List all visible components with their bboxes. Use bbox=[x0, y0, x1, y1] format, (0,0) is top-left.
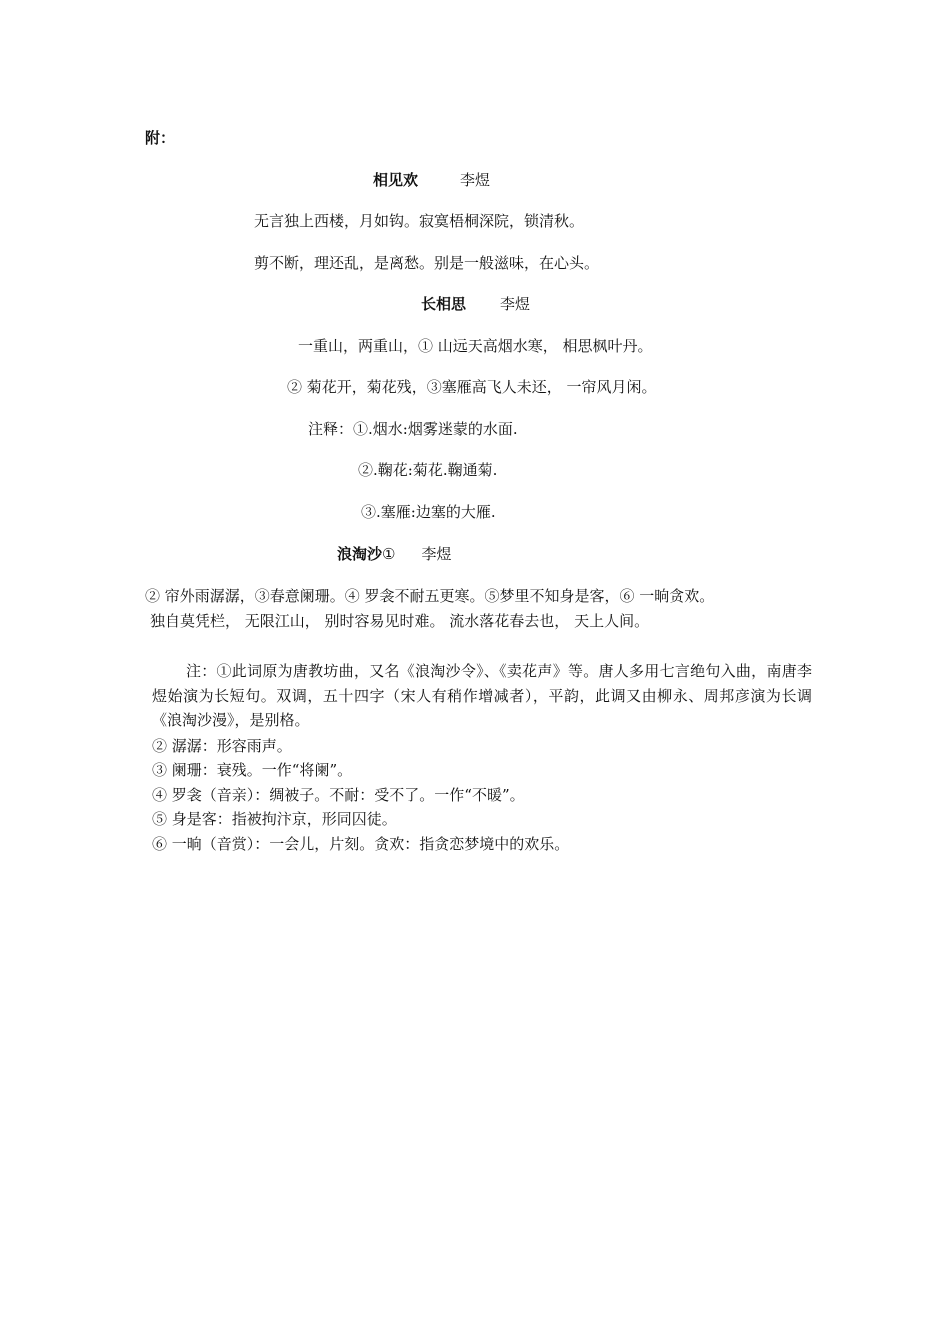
poem1-line-2: 剪不断，理还乱，是离愁。别是一般滋味，在心头。 bbox=[254, 254, 600, 272]
poem2-heading bbox=[421, 294, 530, 314]
poem2-note-1: 注释：①.烟水:烟雾迷蒙的水面. bbox=[308, 420, 518, 438]
poem3-line-1: ② 帘外雨潺潺，③春意阑珊。④ 罗衾不耐五更寒。⑤梦里不知身是客，⑥ 一晌贪欢。 bbox=[145, 587, 715, 605]
poem1-heading bbox=[373, 170, 490, 190]
poem3-heading bbox=[337, 544, 451, 564]
poem3-note-2: ② 潺潺：形容雨声。 bbox=[152, 737, 292, 755]
poem3-note-4: ④ 罗衾（音亲）：绸被子。不耐：受不了。一作“不暖”。 bbox=[152, 786, 525, 804]
poem3-title: 浪淘沙 bbox=[337, 545, 383, 563]
poem1-author: 李煜 bbox=[460, 171, 491, 189]
poem3-note-6: ⑥ 一晌（音赏）：一会儿，片刻。贪欢：指贪恋梦境中的欢乐。 bbox=[152, 835, 570, 853]
poem3-note-3: ③ 阑珊：衰残。一作“将阑”。 bbox=[152, 761, 353, 779]
poem3-title-mark: ① bbox=[382, 545, 396, 563]
poem3-line-2: 独自莫凭栏， 无限江山， 别时容易见时难。 流水落花春去也， 天上人间。 bbox=[150, 612, 650, 630]
poem1-title: 相见欢 bbox=[373, 171, 419, 189]
poem3-note-paragraph: 注：①此词原为唐教坊曲，又名《浪淘沙令》、《卖花声》等。唐人多用七言绝句入曲，南唐李煜始演为长短句。双调，五十四字（宋人有稍作增减者），平韵，此调又由柳永、周邦彦演为长调《浪淘沙漫》，是别格。 bbox=[152, 662, 812, 729]
poem3-author: 李煜 bbox=[421, 545, 452, 563]
poem3-note-5: ⑤ 身是客：指被拘汴京，形同囚徒。 bbox=[152, 810, 397, 828]
poem2-note-2: ②.鞠花:菊花.鞠通菊. bbox=[358, 461, 498, 479]
poem2-line-1: 一重山，两重山，① 山远天高烟水寒， 相思枫叶丹。 bbox=[298, 337, 653, 355]
poem2-title: 长相思 bbox=[421, 295, 467, 313]
poem2-line-2: ② 菊花开，菊花残，③塞雁高飞人未还， 一帘风月闲。 bbox=[287, 378, 657, 396]
appendix-label: 附： bbox=[145, 129, 176, 147]
poem2-note-3: ③.塞雁:边塞的大雁. bbox=[361, 503, 496, 521]
poem1-line-1: 无言独上西楼，月如钩。寂寞梧桐深院，锁清秋。 bbox=[254, 212, 585, 230]
poem2-author: 李煜 bbox=[500, 295, 531, 313]
